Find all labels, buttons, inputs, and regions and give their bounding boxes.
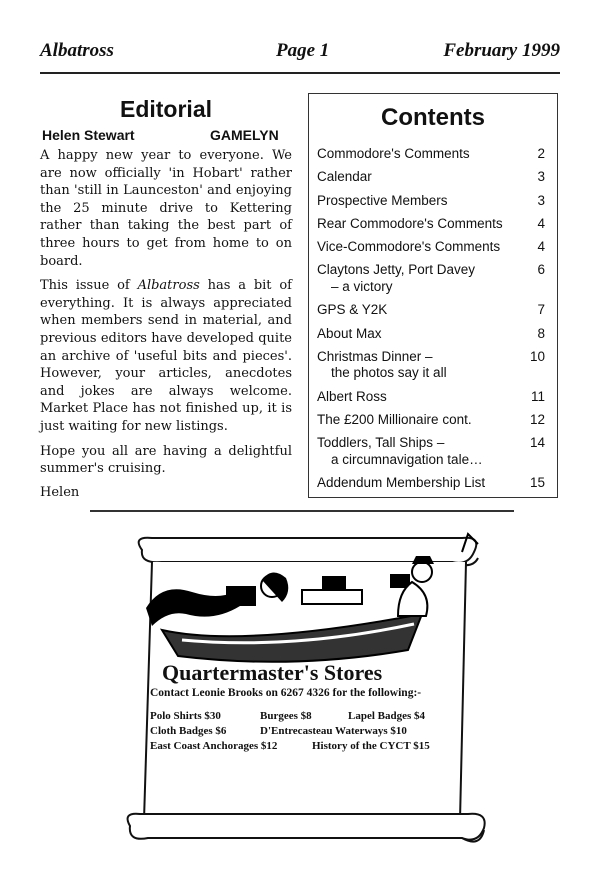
contents-entry-page: 4 [537,215,545,231]
contents-entry-text: GPS & Y2K [317,302,388,318]
contents-entry-text: Claytons Jetty, Port Davey [317,262,476,278]
contents-entry-text: Albert Ross [317,388,387,404]
contents-entry [317,193,545,210]
page-header [40,40,560,68]
contents-entry-text: Calendar [317,169,372,185]
section-divider [90,510,514,512]
price-item: Cloth Badges $6 [150,725,227,737]
contents-entry-title [317,169,525,186]
contents-entry-title [317,349,525,382]
editorial-section [40,96,292,500]
sailor-icon [412,562,432,582]
contents-entry-text: About Max [317,325,382,341]
contents-entry-page: 11 [530,388,545,404]
advert-price-list [150,710,460,755]
contents-entry-page: 12 [529,411,545,427]
contents-entry-page: 4 [537,239,545,255]
advert-title: Quartermaster's Stores [162,660,383,685]
contents-entry-subtitle: the photos say it all [331,365,447,381]
price-item: D'Entrecasteau Waterways $10 [260,725,407,737]
contents-entry-title [317,239,525,256]
boat-name: GAMELYN [210,127,279,143]
contents-entry-page: 3 [537,169,545,185]
contents-entry-text: Vice-Commodore's Comments [317,239,501,255]
contents-list [309,146,557,492]
editorial-title: Editorial [119,96,212,122]
contents-entry [317,239,545,256]
contents-entry [317,262,545,295]
contents-entry-text: Christmas Dinner – [317,348,433,364]
contents-entry-page: 10 [529,348,545,364]
scroll-bottom-roll [128,814,485,840]
editorial-paragraph: A happy new year to everyone. We are now officially 'in Hobart' rather than 'still in Launceston' and enjoying the 25 minute drive to Kettering rather than taking the best part of three hours to get from home to on board. [40,148,292,269]
contents-entry-subtitle: a circumnavigation tale… [331,451,483,467]
contents-entry [317,326,545,343]
price-item: History of the CYCT $15 [312,740,430,752]
page-number: Page 1 [276,40,330,61]
contents-entry [317,349,545,382]
contents-entry [317,435,545,468]
contents-entry-text: The £200 Millionaire cont. [317,411,472,427]
contents-entry-text: Toddlers, Tall Ships – [317,435,445,451]
editorial-body [40,147,292,478]
contents-entry [317,302,545,319]
contents-entry-title [317,326,525,343]
text-run: has a bit of everything. It is always appreciated when members send in material, and previous editors have developed quite an archive of 'useful bits and pieces'. However, your articles, anecdotes and jokes are always welcome. Market Place has not finished up, it is just waiting for new listings. [40,278,292,434]
price-item: Polo Shirts $30 [150,710,221,722]
advert-contact: Contact Leonie Brooks on 6267 4326 for the following:- [150,687,422,699]
editorial-signoff: Helen [40,484,80,500]
contents-entry-page: 15 [529,475,545,491]
price-item: Lapel Badges $4 [348,710,426,722]
contents-entry-text: Addendum Membership List [317,475,486,491]
price-row [150,725,460,740]
contents-entry-page: 6 [537,262,545,278]
contents-entry [317,169,545,186]
editorial-byline [40,125,292,147]
contents-entry-page: 7 [537,302,545,318]
contents-entry-page: 14 [529,435,545,451]
editorial-paragraph [40,277,292,435]
price-row [150,740,460,755]
contents-entry-subtitle: – a victory [331,278,393,294]
text-run: This issue of [40,278,138,294]
contents-entry-title [317,262,525,295]
contents-entry-title [317,216,525,233]
contents-entry [317,146,545,163]
contents-entry [317,389,545,406]
contents-entry-title [317,146,525,163]
price-item: East Coast Anchorages $12 [150,740,278,752]
contents-entry-title [317,475,525,492]
issue-date: February 1999 [443,40,560,61]
contents-entry-text: Commodore's Comments [317,146,470,161]
contents-entry [317,412,545,429]
contents-title: Contents [381,104,485,131]
contents-entry-page: 8 [537,325,545,341]
magazine-title-italic: Albatross [137,278,200,294]
price-row [150,710,460,725]
contents-entry-title [317,389,525,406]
contents-box [308,93,558,498]
contents-entry [317,475,545,492]
editorial-paragraph: Hope you all are having a delightful summer's cruising. [40,443,292,477]
contents-entry-page: 3 [537,192,545,208]
price-item: Burgees $8 [260,710,312,722]
contents-entry-text: Prospective Members [317,192,448,208]
contents-entry-title [317,435,525,468]
author-name: Helen Stewart [42,127,135,143]
contents-entry-text: Rear Commodore's Comments [317,215,503,231]
contents-entry-title [317,193,525,210]
header-rule [40,72,560,74]
contents-entry-page: 2 [537,146,545,161]
contents-entry-title [317,412,525,429]
magazine-name: Albatross [40,40,114,61]
contents-entry-title [317,302,525,319]
contents-entry [317,216,545,233]
